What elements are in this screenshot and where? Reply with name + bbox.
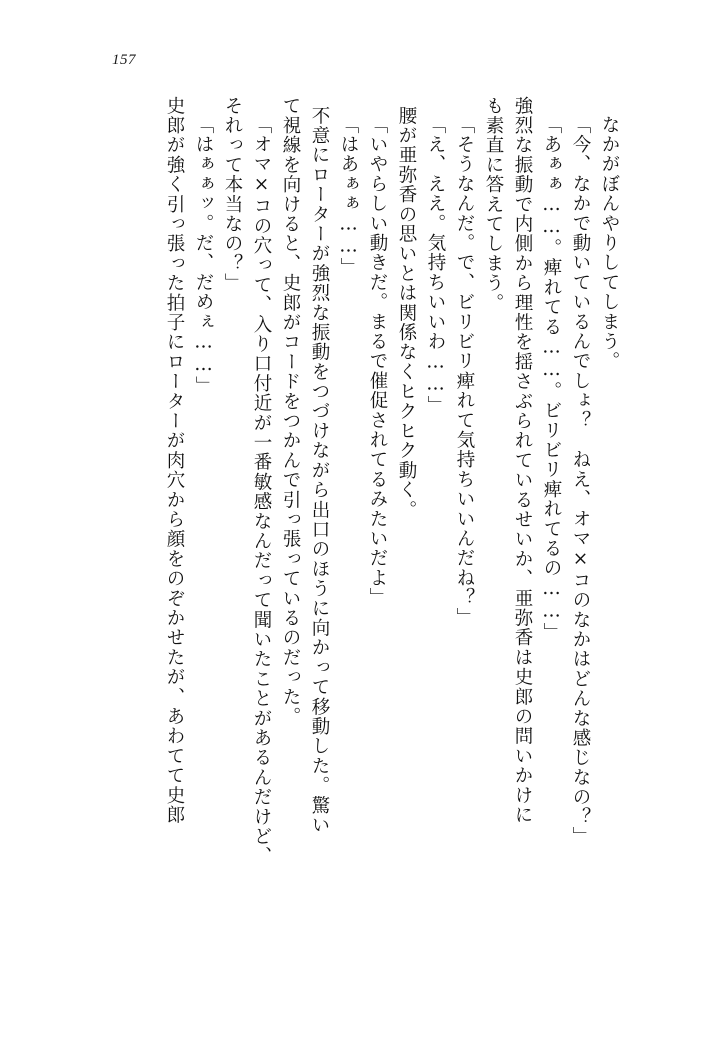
- text-column: 「いやらしい動きだ。まるで催促されてるみたいだよ」: [367, 115, 388, 608]
- text-column: 強烈な振動で内側から理性を揺さぶられているせいか、亜弥香は史郎の問いかけに: [512, 96, 533, 825]
- text-column: 「オマ×コの穴って、入り口付近が一番敏感なんだって聞いたことがあるんだけど、: [251, 115, 272, 867]
- text-column: 「え、ええ。気持ちいいわ……」: [425, 115, 446, 416]
- text-column: も素直に答えてしまう。: [483, 96, 504, 313]
- page-number: 157: [112, 52, 136, 68]
- text-column: 「今、なかで動いているんでしょ？ ねえ、オマ×コのなかはどんな感じなの？」: [570, 115, 591, 847]
- text-column: 腰が亜弥香の思いとは関係なくヒクヒク動く。: [396, 106, 417, 520]
- text-column: 史郎が強く引っ張った拍子にローターが肉穴から顔をのぞかせたが、あわてて史郎: [164, 96, 185, 825]
- text-column: 「そうなんだ。で、ビリビリ痺れて気持ちいいんだね？」: [454, 115, 475, 628]
- text-column: 不意にローターが強烈な振動をつづけながら出口のほうに向かって移動した。驚い: [309, 106, 330, 835]
- text-column: 「はあぁぁ……」: [338, 115, 359, 278]
- text-column: 「あぁぁ……。痺れてる……。ビリビリ痺れてるの……」: [541, 115, 562, 643]
- vertical-text-block: [154, 96, 618, 956]
- text-column: 「はぁぁッ。だ、だめぇ……」: [193, 115, 214, 396]
- text-column: て視線を向けると、史郎がコードをつかんで引っ張っているのだった。: [280, 96, 301, 727]
- text-column: それって本当なの？」: [222, 96, 243, 293]
- text-column: なかがぼんやりしてしまう。: [599, 115, 620, 372]
